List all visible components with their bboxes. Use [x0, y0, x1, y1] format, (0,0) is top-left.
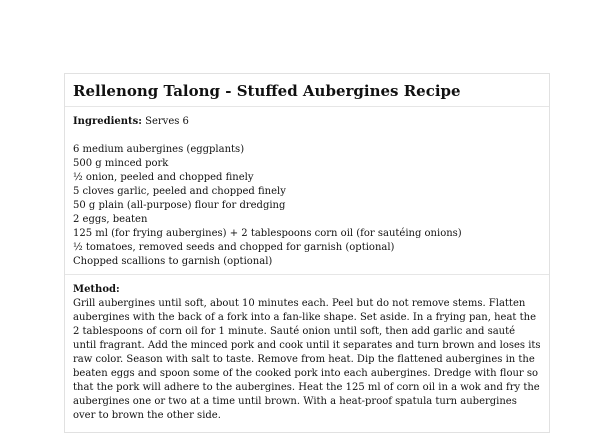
ingredients-section [65, 107, 549, 275]
ingredients-list [73, 143, 541, 269]
recipe-card [64, 73, 550, 433]
serves-text: Serves 6 [145, 116, 189, 127]
ingredient-item: 500 g minced pork [73, 158, 169, 169]
ingredient-item: 125 ml (for frying aubergines) + 2 tablespoons corn oil (for sautéing onions) [73, 228, 462, 239]
method-text: Grill aubergines until soft, about 10 minutes each. Peel but do not remove stems. Flatten aubergines with the back of a fork into a fan-like shape. Set aside. In a frying pan, heat the 2 tablespoons of corn oil for 1 minute. Sauté onion until soft, then add garlic and sauté until fragrant. Add the minced pork and cook until it separates and turn brown and loses its raw color. Season with salt to taste. Remove from heat. Dip the flattened aubergines in the beaten eggs and spoon some of the cooked pork into each aubergines. Dredge with flour so that the pork will adhere to the aubergines. Heat the 125 ml of corn oil in a wok and fry the aubergines one or two at a time until brown. With a heat-proof spatula turn aubergines over to brown the other side. [73, 298, 541, 421]
recipe-header [65, 74, 549, 107]
method-label: Method: [73, 284, 120, 295]
recipe-title: Rellenong Talong - Stuffed Aubergines Recipe [73, 82, 461, 100]
ingredient-item: 50 g plain (all-purpose) flour for dredging [73, 200, 286, 211]
method-section [65, 275, 549, 423]
ingredient-item: ½ tomatoes, removed seeds and chopped for garnish (optional) [73, 242, 395, 253]
ingredient-item: 5 cloves garlic, peeled and chopped finely [73, 186, 286, 197]
ingredient-item: 6 medium aubergines (eggplants) [73, 144, 245, 155]
ingredient-item: Chopped scallions to garnish (optional) [73, 256, 273, 267]
ingredient-item: ½ onion, peeled and chopped finely [73, 172, 254, 183]
ingredient-item: 2 eggs, beaten [73, 214, 148, 225]
ingredients-label: Ingredients: [73, 116, 142, 127]
ingredients-header [73, 115, 541, 129]
